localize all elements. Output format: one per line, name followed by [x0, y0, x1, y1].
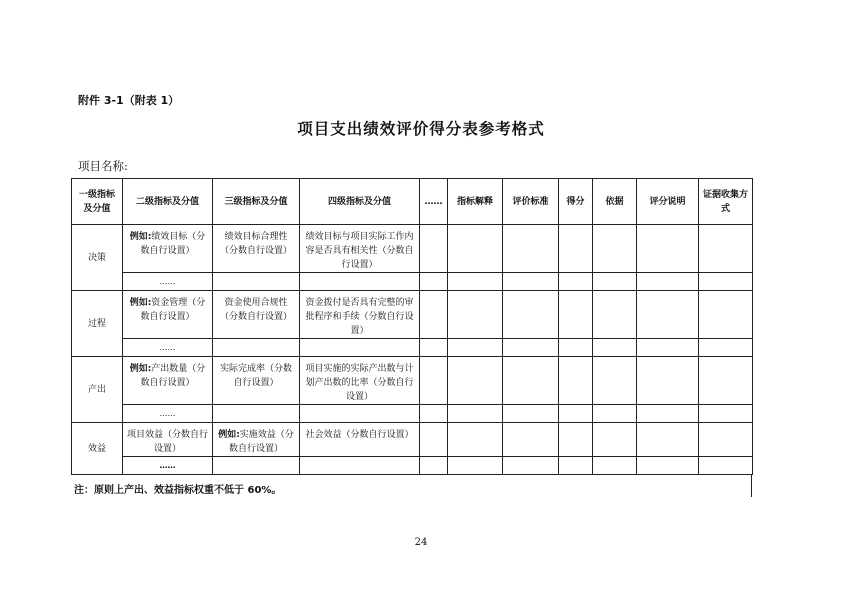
- empty-cell: [637, 457, 699, 475]
- level2-text: 绩效目标（分数自行设置）: [140, 232, 206, 256]
- empty-cell: [637, 357, 699, 405]
- empty-cell: [637, 291, 699, 339]
- level3-cell: 资金使用合规性（分数自行设置）: [213, 291, 300, 339]
- empty-cell: [300, 405, 420, 423]
- level3-text: 实施效益（分数自行设置）: [228, 430, 294, 454]
- header-cell: 四级指标及分值: [300, 179, 420, 225]
- empty-cell: [503, 405, 559, 423]
- empty-cell: [213, 457, 300, 475]
- empty-cell: [593, 357, 637, 405]
- empty-cell: [448, 423, 503, 457]
- example-prefix: 例如:: [129, 298, 152, 308]
- table-row: [72, 423, 753, 457]
- empty-cell: [559, 423, 593, 457]
- empty-cell: [593, 339, 637, 357]
- page-number: 24: [414, 537, 428, 548]
- header-cell: 证据收集方式: [699, 179, 753, 225]
- level2-text: 资金管理（分数自行设置）: [140, 298, 206, 322]
- table-row: [72, 357, 753, 405]
- table-header-row: [72, 179, 753, 225]
- header-cell: 二级指标及分值: [123, 179, 213, 225]
- example-prefix: 例如:: [218, 430, 240, 440]
- empty-cell: [213, 405, 300, 423]
- empty-cell: [699, 291, 753, 339]
- continuation-cell: ……: [123, 457, 213, 475]
- empty-cell: [448, 357, 503, 405]
- empty-cell: [637, 273, 699, 291]
- empty-cell: [420, 357, 448, 405]
- table-row: [72, 291, 753, 339]
- empty-cell: [213, 339, 300, 357]
- header-cell: 评分说明: [637, 179, 699, 225]
- empty-cell: [699, 405, 753, 423]
- empty-cell: [559, 225, 593, 273]
- empty-cell: [300, 457, 420, 475]
- empty-cell: [637, 339, 699, 357]
- empty-cell: [420, 225, 448, 273]
- table-row: [72, 273, 753, 291]
- empty-cell: [559, 357, 593, 405]
- empty-cell: [699, 457, 753, 475]
- example-prefix: 例如:: [129, 232, 152, 242]
- table-edge-line: [751, 475, 752, 497]
- table-row: [72, 405, 753, 423]
- header-cell: 得分: [559, 179, 593, 225]
- empty-cell: [420, 423, 448, 457]
- empty-cell: [593, 457, 637, 475]
- empty-cell: [503, 291, 559, 339]
- category-cell: 产出: [72, 357, 123, 423]
- empty-cell: [300, 273, 420, 291]
- empty-cell: [503, 423, 559, 457]
- empty-cell: [559, 457, 593, 475]
- header-cell: 依据: [593, 179, 637, 225]
- empty-cell: [503, 339, 559, 357]
- level2-text: 产出数量（分数自行设置）: [140, 364, 206, 388]
- continuation-cell: ……: [123, 339, 213, 357]
- table-row: [72, 457, 753, 475]
- empty-cell: [420, 457, 448, 475]
- continuation-cell: ……: [123, 405, 213, 423]
- empty-cell: [503, 457, 559, 475]
- empty-cell: [420, 273, 448, 291]
- level3-cell: 实际完成率（分数自行设置）: [213, 357, 300, 405]
- empty-cell: [559, 339, 593, 357]
- empty-cell: [448, 457, 503, 475]
- empty-cell: [699, 273, 753, 291]
- level3-cell: [213, 423, 300, 457]
- level2-cell: 项目效益（分数自行设置）: [123, 423, 213, 457]
- empty-cell: [420, 291, 448, 339]
- empty-cell: [448, 273, 503, 291]
- table-row: [72, 339, 753, 357]
- level2-cell: [123, 357, 213, 405]
- continuation-cell: ……: [123, 273, 213, 291]
- empty-cell: [420, 339, 448, 357]
- empty-cell: [637, 423, 699, 457]
- level2-cell: [123, 291, 213, 339]
- level2-cell: [123, 225, 213, 273]
- level4-cell: 项目实施的实际产出数与计划产出数的比率（分数自行设置）: [300, 357, 420, 405]
- category-cell: 过程: [72, 291, 123, 357]
- empty-cell: [503, 273, 559, 291]
- empty-cell: [448, 291, 503, 339]
- empty-cell: [559, 291, 593, 339]
- empty-cell: [213, 273, 300, 291]
- project-name-label: 项目名称:: [78, 159, 128, 173]
- header-cell: 指标解释: [448, 179, 503, 225]
- level3-cell: 绩效目标合理性（分数自行设置）: [213, 225, 300, 273]
- level4-cell: 资金拨付是否具有完整的审批程序和手续（分数自行设置）: [300, 291, 420, 339]
- footnote: 注：原则上产出、效益指标权重不低于 60%。: [74, 485, 282, 496]
- empty-cell: [448, 405, 503, 423]
- empty-cell: [503, 225, 559, 273]
- header-cell: ……: [420, 179, 448, 225]
- empty-cell: [637, 405, 699, 423]
- table-row: [72, 225, 753, 273]
- empty-cell: [448, 339, 503, 357]
- empty-cell: [593, 225, 637, 273]
- header-cell: 一级指标及分值: [72, 179, 123, 225]
- category-cell: 效益: [72, 423, 123, 475]
- header-cell: 三级指标及分值: [213, 179, 300, 225]
- category-cell: 决策: [72, 225, 123, 291]
- level4-cell: 绩效目标与项目实际工作内容是否具有相关性（分数自行设置）: [300, 225, 420, 273]
- empty-cell: [637, 225, 699, 273]
- level4-cell: 社会效益（分数自行设置）: [300, 423, 420, 457]
- page-title: 项目支出绩效评价得分表参考格式: [297, 119, 545, 138]
- empty-cell: [593, 273, 637, 291]
- empty-cell: [559, 405, 593, 423]
- attachment-label: 附件 3-1（附表 1）: [78, 94, 180, 107]
- empty-cell: [699, 357, 753, 405]
- empty-cell: [699, 423, 753, 457]
- empty-cell: [699, 225, 753, 273]
- empty-cell: [593, 405, 637, 423]
- empty-cell: [593, 291, 637, 339]
- example-prefix: 例如:: [129, 364, 152, 374]
- empty-cell: [420, 405, 448, 423]
- empty-cell: [503, 357, 559, 405]
- empty-cell: [593, 423, 637, 457]
- empty-cell: [559, 273, 593, 291]
- header-cell: 评价标准: [503, 179, 559, 225]
- empty-cell: [300, 339, 420, 357]
- empty-cell: [448, 225, 503, 273]
- empty-cell: [699, 339, 753, 357]
- score-table: [71, 178, 753, 475]
